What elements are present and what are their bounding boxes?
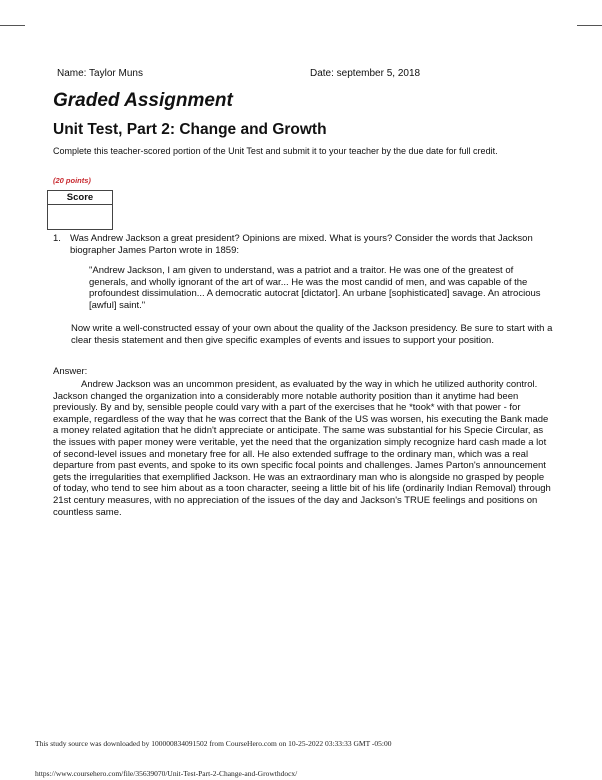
score-label: Score (48, 191, 112, 205)
submission-date: Date: september 5, 2018 (310, 68, 421, 79)
question-block (53, 233, 553, 256)
essay-prompt: Now write a well-constructed essay of your own about the quality of the Jackson presidency. Be sure to start with a clear thesis statement and then give specific examples of events and issues to support your position. (71, 323, 553, 346)
footer-url[interactable]: https://www.coursehero.com/file/35639070/Unit-Test-Part-2-Change-and-Growthdocx/ (35, 769, 298, 778)
page-corner-mark-right (577, 25, 602, 26)
question-number: 1. (53, 233, 61, 244)
page-title: Graded Assignment (53, 90, 233, 111)
page-corner-mark-left (0, 25, 25, 26)
answer-label: Answer: (53, 366, 88, 377)
page-subtitle: Unit Test, Part 2: Change and Growth (53, 121, 327, 138)
parton-quote: "Andrew Jackson, I am given to understand, was a patriot and a traitor. He was one of the greatest of generals, and wholly ignorant of the art of war... He was the most candid of men, and was capable of the profoundest dissimulation... A democratic autocrat [dictator]. An urbane [sophisticated] savage. An atrocious [awful] saint." (89, 265, 541, 311)
points-label: (20 points) (53, 176, 91, 185)
answer-text: Andrew Jackson was an uncommon president, as evaluated by the way in which he utilized authority control. Jackson changed the organization into a considerably more notable authority position than it anytime had been previously. By and by, sensible people could vary with a part of the exercises that he *took* with that power - for example, regardless of the way that he was correct that the Bank of the US was worsen, his executing the Bank made a money related agitation that he didn't appreciate or anticipate. The same was substantial for his Specie Circular, as the issues with paper money were veritable, yet the need that the organization simply recognize hard cash made a lot of second-level issues and monetary free for all. He also extended suffrage to the ordinary man, which was a real departure from past events, and spoke to its own specific focal points and challenges. James Parton's announcement gets the irregularities that exemplified Jackson. He was an extraordinary man who is alongside no grasped by people of today, who tend to see him about as a toon character, seeing a little bit of his life (ordinarily Indian Removal) through 21st century measures, with no appreciation of the issues of the day and Jackson's TRUE feelings and positions on countless same. (53, 379, 551, 518)
student-name: Name: Taylor Muns (57, 68, 143, 79)
footer-source-note: This study source was downloaded by 100000834091502 from CourseHero.com on 10-25-2022 03:33:33 GMT -05:00 (35, 739, 392, 748)
question-text: Was Andrew Jackson a great president? Opinions are mixed. What is yours? Consider the words that Jackson biographer James Parton wrote in 1859: (70, 233, 533, 256)
score-box (47, 190, 113, 230)
instructions-text: Complete this teacher-scored portion of the Unit Test and submit it to your teacher by the due date for full credit. (53, 146, 498, 156)
